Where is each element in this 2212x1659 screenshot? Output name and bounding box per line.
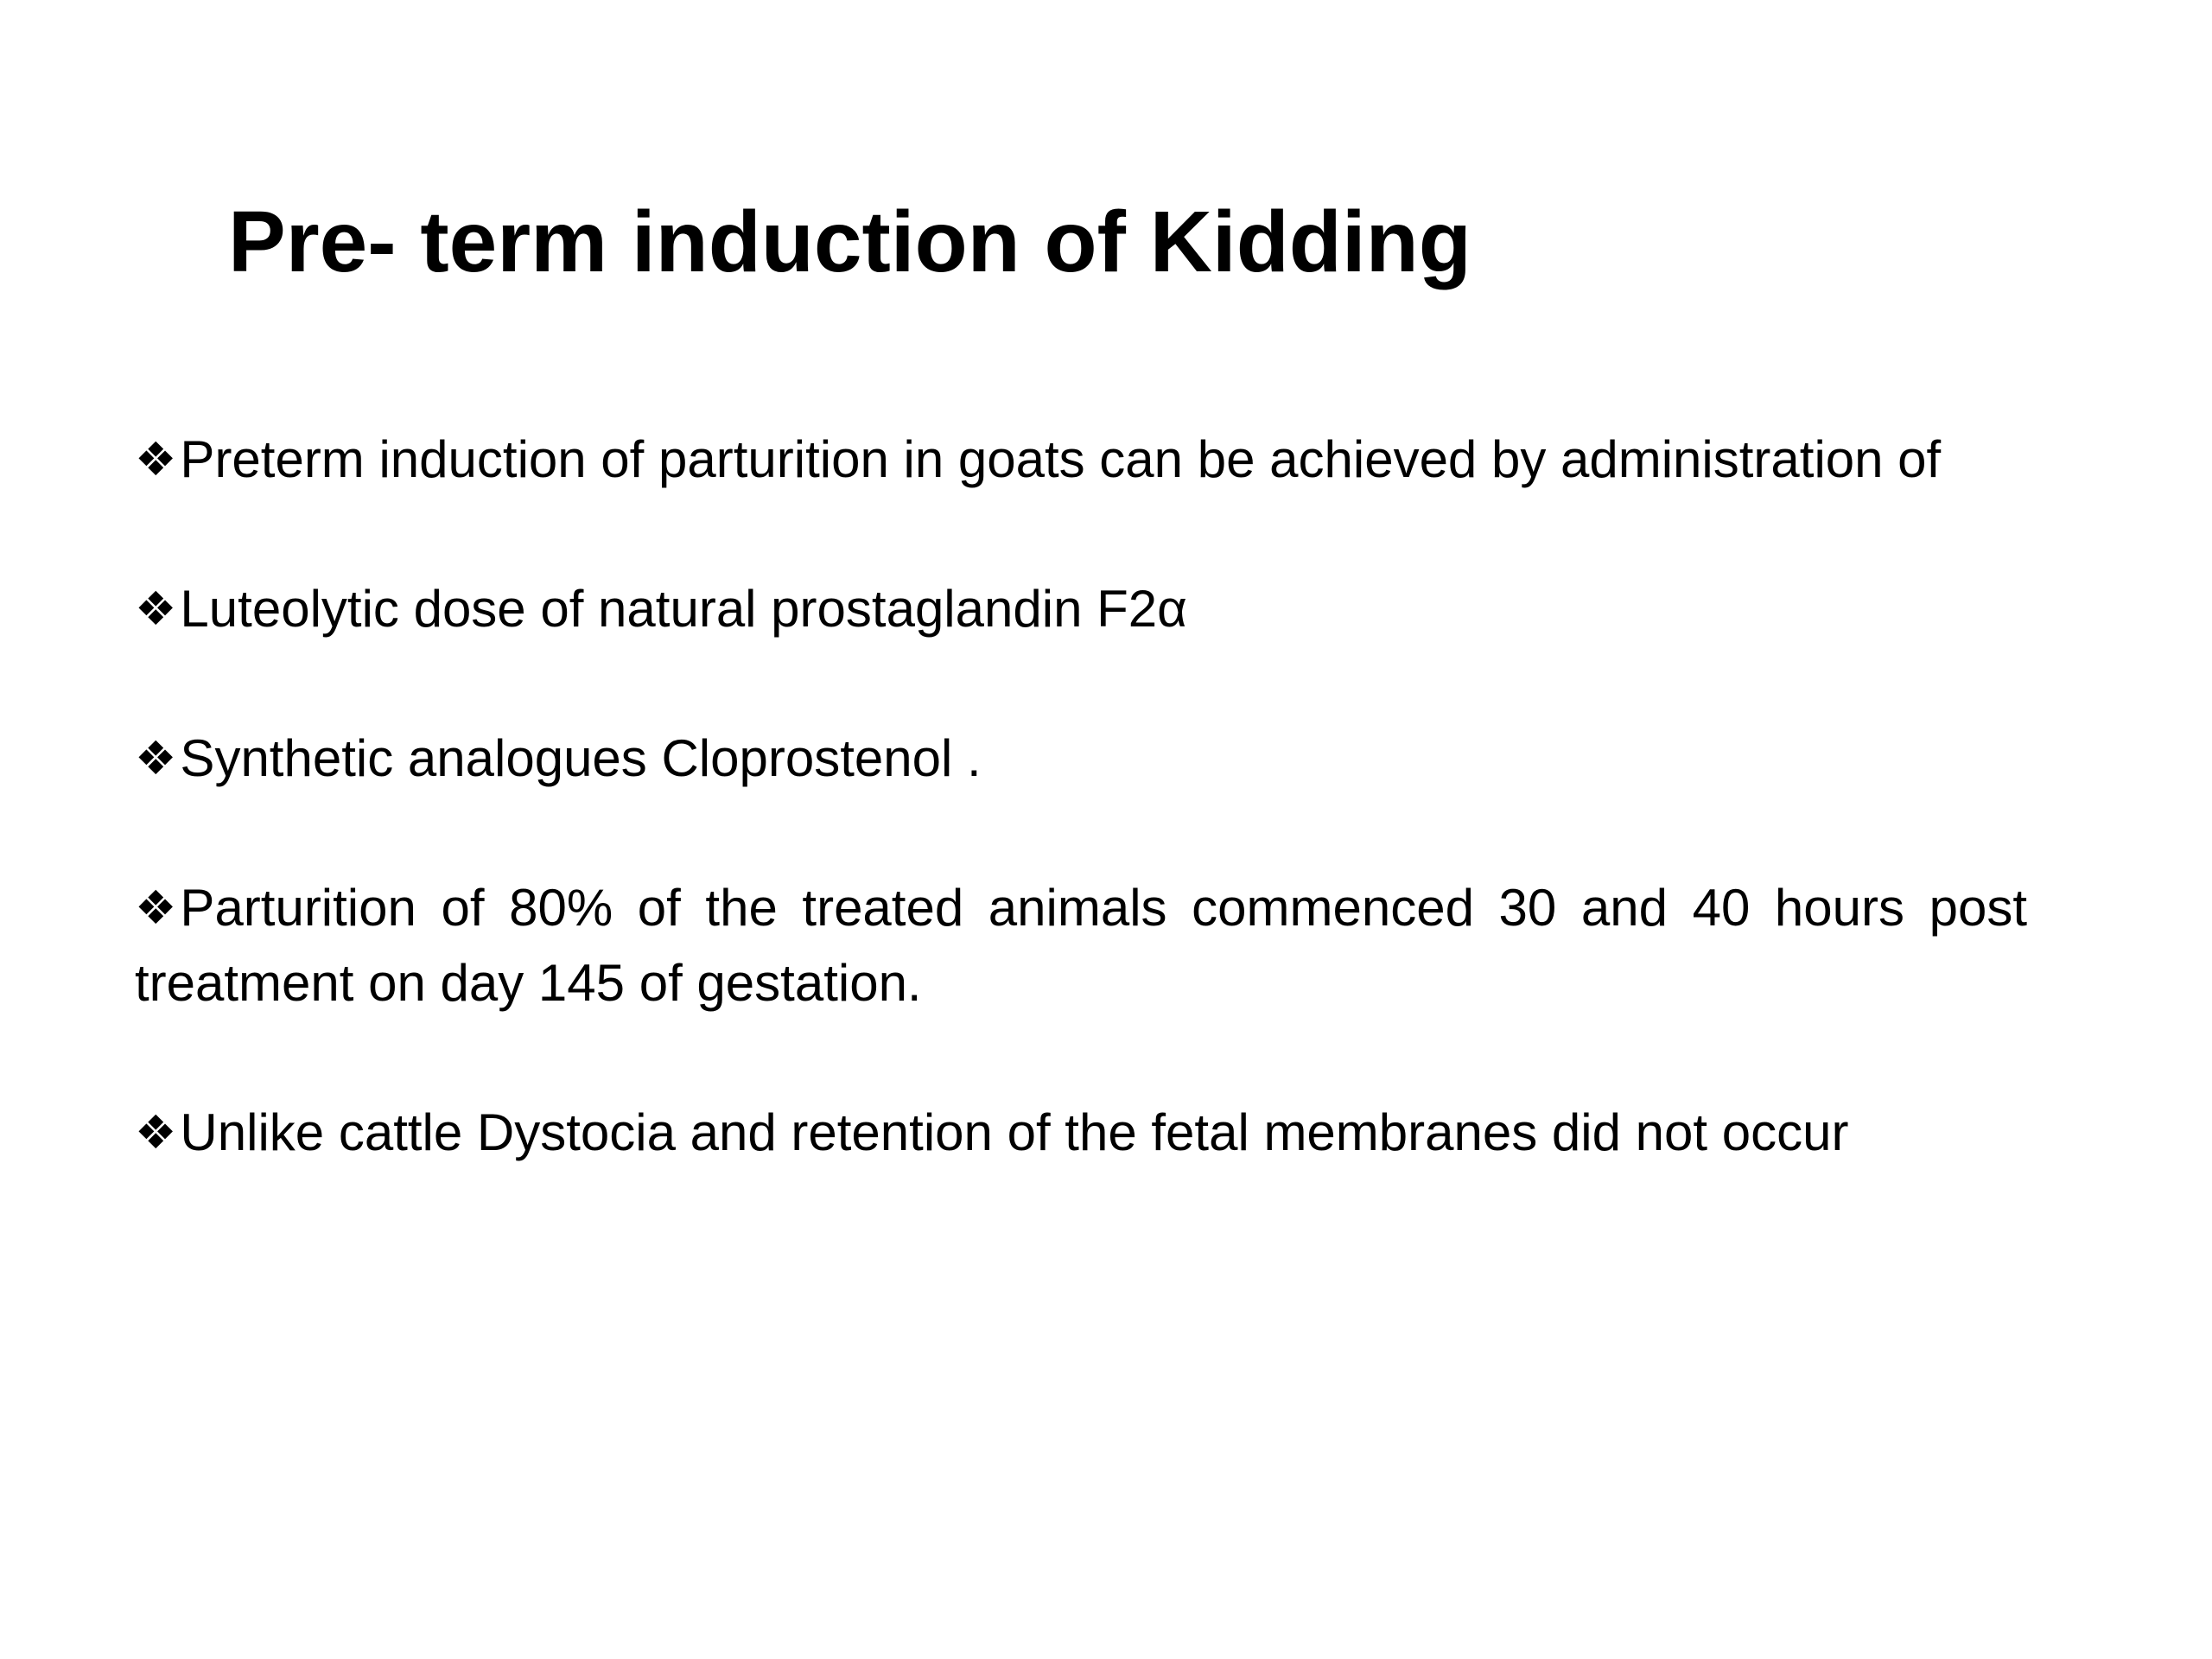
bullet-list bbox=[135, 422, 2027, 1244]
bullet-text: Parturition of 80% of the treated animals commenced 30 and 40 hours post treatment on day 145 of gestation. bbox=[135, 879, 2027, 1012]
bullet-item bbox=[135, 571, 2027, 646]
bullet-item bbox=[135, 721, 2027, 796]
bullet-text: Luteolytic dose of natural prostaglandin F2α bbox=[180, 580, 1187, 638]
bullet-text: Preterm induction of parturition in goats can be achieved by administration of bbox=[180, 430, 1942, 488]
bullet-text: Unlike cattle Dystocia and retention of the fetal membranes did not occur bbox=[180, 1103, 1849, 1161]
bullet-item bbox=[135, 1095, 2027, 1170]
four-diamond-bullet-icon: ❖ bbox=[135, 432, 177, 486]
slide-title: Pre- term induction of Kidding bbox=[228, 194, 1471, 290]
four-diamond-bullet-icon: ❖ bbox=[135, 582, 177, 636]
bullet-text: Synthetic analogues Cloprostenol . bbox=[180, 729, 982, 787]
four-diamond-bullet-icon: ❖ bbox=[135, 731, 177, 785]
bullet-item bbox=[135, 422, 2027, 497]
four-diamond-bullet-icon: ❖ bbox=[135, 1105, 177, 1160]
four-diamond-bullet-icon: ❖ bbox=[135, 880, 177, 935]
bullet-item bbox=[135, 870, 2027, 1020]
